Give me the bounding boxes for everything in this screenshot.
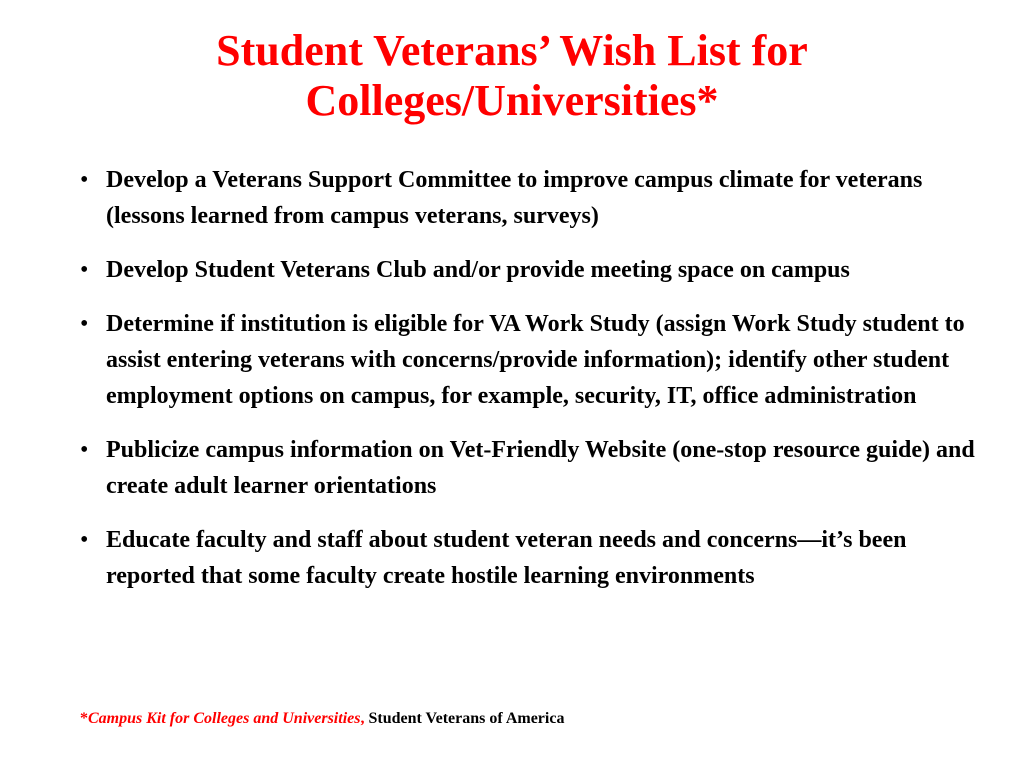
footnote-source-title: Campus Kit for Colleges and Universities xyxy=(88,710,361,727)
bullet-list xyxy=(80,162,990,612)
source-footnote xyxy=(80,709,564,729)
bullet-text: Develop Student Veterans Club and/or provide meeting space on campus xyxy=(106,257,850,283)
bullet-marker: • xyxy=(80,437,89,463)
slide-title-line-1: Student Veterans’ Wish List for xyxy=(216,26,808,75)
bullet-item xyxy=(80,432,990,504)
bullet-marker: • xyxy=(80,257,89,283)
bullet-text: Publicize campus information on Vet-Friendly Website (one-stop resource guide) and create adult learner orientations xyxy=(106,437,975,499)
slide-title-line-2: Colleges/Universities* xyxy=(305,76,719,125)
bullet-item xyxy=(80,306,990,414)
slide-title xyxy=(0,26,1024,126)
bullet-text: Determine if institution is eligible for VA Work Study (assign Work Study student to assist entering veterans with concerns/provide information); identify other student employment options on campus, for example, security, IT, office administration xyxy=(106,311,965,409)
bullet-marker: • xyxy=(80,167,89,193)
footnote-organization: Student Veterans of America xyxy=(368,710,565,727)
bullet-item xyxy=(80,522,990,594)
bullet-marker: • xyxy=(80,527,89,553)
bullet-marker: • xyxy=(80,311,89,337)
bullet-text: Develop a Veterans Support Committee to improve campus climate for veterans (lessons learned from campus veterans, surveys) xyxy=(106,167,923,229)
bullet-item xyxy=(80,162,990,234)
bullet-text: Educate faculty and staff about student veteran needs and concerns—it’s been reported that some faculty create hostile learning environments xyxy=(106,527,907,589)
footnote-marker: * xyxy=(80,710,88,727)
footnote-separator: , xyxy=(360,710,369,727)
bullet-item xyxy=(80,252,990,288)
